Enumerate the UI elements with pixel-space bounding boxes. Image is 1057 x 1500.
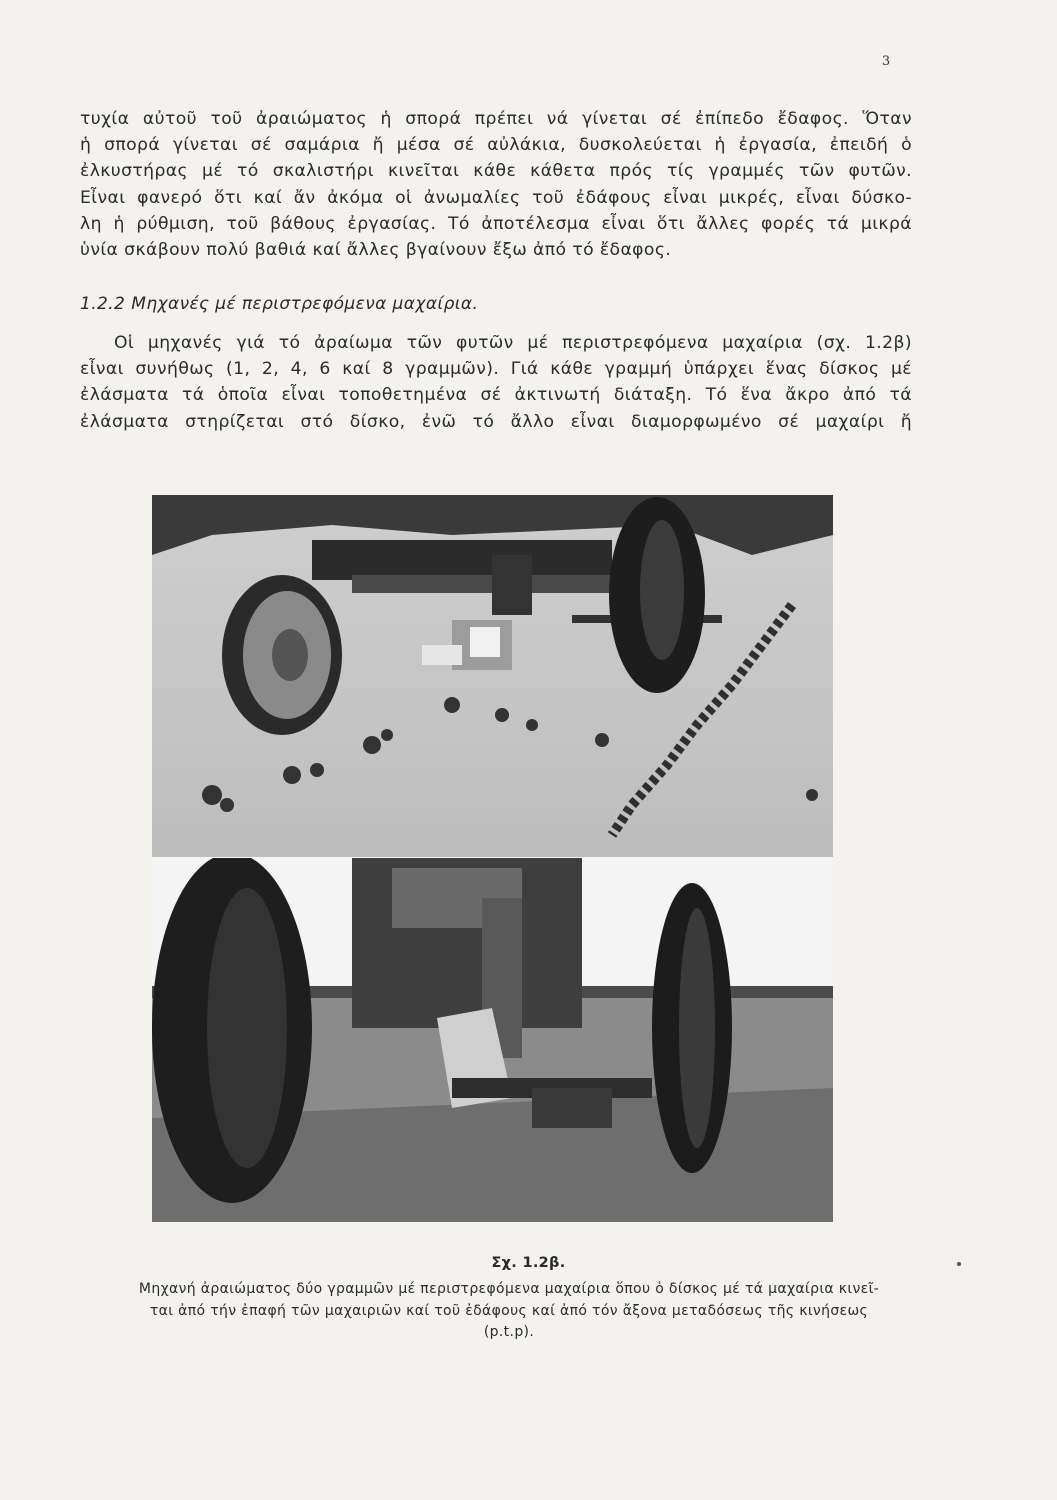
- section-paragraph: [80, 330, 912, 435]
- figure-photo-top: [152, 495, 833, 857]
- figure-label: Σχ. 1.2β.: [491, 1255, 566, 1271]
- photo-top-illustration: [152, 495, 833, 857]
- photo-bottom-illustration: [152, 858, 833, 1222]
- text-line: τυχία αὐτοῦ τοῦ ἀραιώματος ἡ σπορά πρέπει νά γίνεται σέ ἐπίπεδο ἔδαφος. Ὅταν: [80, 109, 912, 129]
- caption-line: ται ἀπό τήν ἐπαφή τῶν μαχαιριῶν καί τοῦ ἐδάφους καί ἀπό τόν ἄξονα μεταδόσεως τῆς κινήσεως: [149, 1302, 869, 1319]
- figure-caption: [90, 1279, 928, 1344]
- text-line: ἐλάσματα στηρίζεται στό δίσκο, ἐνῶ τό ἄλλο εἶναι διαμορφωμένο σέ μαχαίρι ἤ: [80, 411, 912, 432]
- section-number: 1.2.2: [80, 294, 126, 314]
- figure-photo-bottom: [152, 858, 833, 1222]
- text-line: Εἶναι φανερό ὅτι καί ἄν ἀκόμα οἱ ἀνωμαλίες τοῦ ἐδάφους εἶναι μικρές, εἶναι δύσκο-: [80, 187, 912, 208]
- text-line: ἐλκυστήρας μέ τό σκαλιστήρι κινεῖται κάθε κάθετα πρός τίς γραμμές τῶν φυτῶν.: [80, 161, 912, 182]
- text-line: λη ἡ ρύθμιση, τοῦ βάθους ἐργασίας. Τό ἀποτέλεσμα εἶναι ὅτι ἄλλες φορές τά μικρά: [80, 213, 912, 234]
- section-heading: [80, 294, 478, 314]
- text-line: ἐλάσματα τά ὁποῖα εἶναι τοποθετημένα σέ ἀκτινωτή διάταξη. Τό ἕνα ἄκρο ἀπό τά: [80, 385, 912, 406]
- print-speck: [957, 1262, 961, 1266]
- text-line: Οἱ μηχανές γιά τό ἀραίωμα τῶν φυτῶν μέ περιστρεφόμενα μαχαίρια (σχ. 1.2β): [114, 333, 912, 353]
- text-line: εἶναι συνήθως (1, 2, 4, 6 καί 8 γραμμῶν). Γιά κάθε γραμμή ὑπάρχει ἕνας δίσκος μέ: [80, 359, 912, 380]
- text-line: ὑνία σκάβουν πολύ βαθιά καί ἄλλες βγαίνουν ἔξω ἀπό τό ἔδαφος.: [80, 240, 672, 261]
- section-title: Μηχανές μέ περιστρεφόμενα μαχαίρια.: [131, 294, 479, 314]
- caption-line: (p.t.p).: [483, 1324, 535, 1340]
- caption-line: Μηχανή ἀραιώματος δύο γραμμῶν μέ περιστρεφόμενα μαχαίρια ὅπου ὁ δίσκος μέ τά μαχαίρια κινεῖ-: [138, 1281, 880, 1297]
- page-number: 3: [881, 54, 891, 69]
- text-line: ἡ σπορά γίνεται σέ σαμάρια ἤ μέσα σέ αὐλάκια, δυσκολεύεται ἡ ἐργασία, ἐπειδή ὁ: [80, 135, 912, 156]
- intro-paragraph: [80, 106, 912, 263]
